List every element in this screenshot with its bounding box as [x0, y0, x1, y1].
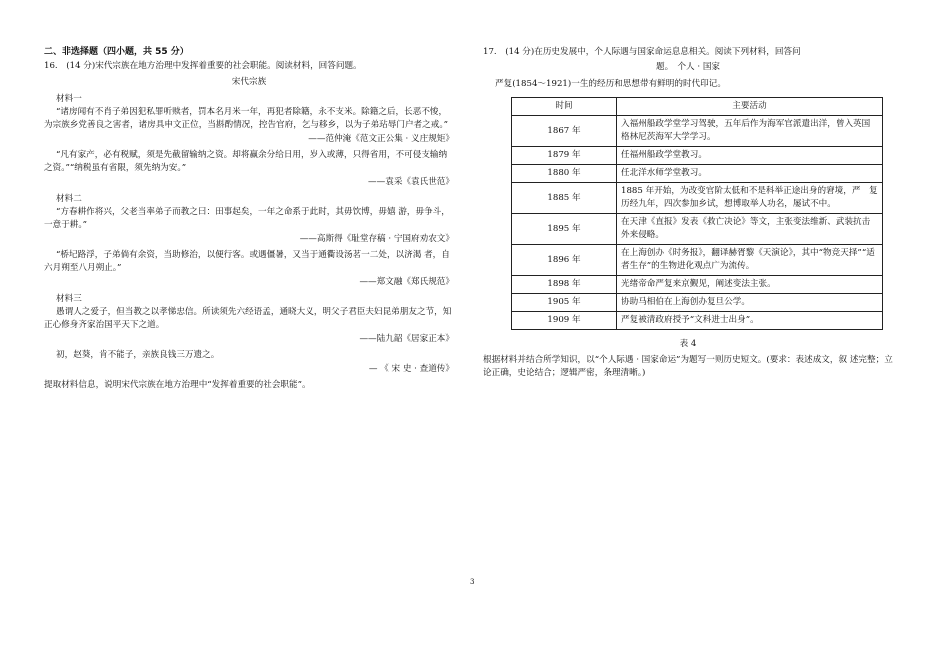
- material-2-label: 材料二: [56, 194, 82, 204]
- material-2-source-2: ——郑文融《郑氏规范》: [359, 277, 454, 287]
- table-caption: 表 4: [679, 339, 697, 349]
- table-row: [512, 294, 883, 312]
- table-row: [512, 214, 883, 245]
- table-row: [512, 312, 883, 330]
- material-heading: 宋代宗族: [231, 77, 267, 87]
- table-cell-activity: 在天津《直报》发表《救亡决论》等文，主张变法维新、武装抗击外来侵略。: [617, 214, 883, 245]
- material-2-source-1: ——高斯得《耻堂存稿 · 宁国府劝农文》: [299, 234, 454, 244]
- page-number: 3: [470, 578, 475, 586]
- table-cell-time: 1909 年: [512, 312, 617, 330]
- material-3-quote-1: 愚谓人之爱子，但当教之以孝悌忠信。所读须先六经语孟，通晓大义，明父子君臣夫妇昆弟朋友之节，知正心修身齐家治国平天下之道。: [44, 307, 452, 330]
- material-1-source-1: ——范仲淹《范文正公集 · 义庄规矩》: [308, 134, 454, 144]
- question-17-task: 根据材料并结合所学知识，以“个人际遇 · 国家命运”为题写一则历史短文。(要求：表述成文，叙 述完整；立论正确，史论结合；逻辑严密，条理清晰。): [483, 355, 893, 378]
- table-cell-activity: 任福州船政学堂教习。: [617, 147, 883, 165]
- table-row: [512, 165, 883, 183]
- table-cell-activity: 1885 年开始，为改变官阶太低和不是科举正途出身的窘境，严 复历经九年，四次参加乡试，想博取举人功名，屡试不中。: [617, 183, 883, 214]
- table-row: [512, 183, 883, 214]
- table-row: [512, 276, 883, 294]
- material-3-source-1: ——陆九韶《居家正本》: [359, 334, 454, 344]
- table-cell-time: 1895 年: [512, 214, 617, 245]
- table-cell-time: 1905 年: [512, 294, 617, 312]
- question-17-intro: 严复(1854～1921)一生的经历和思想带有鲜明的时代印记。: [495, 79, 726, 89]
- table-cell-time: 1879 年: [512, 147, 617, 165]
- section-title: 二、非选择题（四小题，共 55 分）: [44, 47, 189, 57]
- material-2-quote-2: “桥圮路浮，子弟倘有余资，当助修治，以便行客。或遇僵暑，又当于通衢设汤茗一二处，以济渴 者，自六月朔至八月朔止。”: [44, 250, 450, 273]
- question-17-stem-continued: 题。 个人 · 国家: [655, 62, 721, 72]
- table-cell-time: 1898 年: [512, 276, 617, 294]
- table-row: [512, 116, 883, 147]
- question-16-stem: 16. (14 分)宋代宗族在地方治理中发挥着重要的社会职能。阅读材料，回答问题。: [44, 61, 362, 71]
- material-1-quote-2: “凡有家产，必有税赋，须是先截留输纳之资。却将赢余分给日用，岁入或薄，只得省用，不可侵支输纳之资。”“纳税虽有省限，须先纳为安。”: [44, 150, 448, 173]
- table-row: [512, 147, 883, 165]
- table-cell-activity: 任北洋水师学堂教习。: [617, 165, 883, 183]
- left-column: [44, 46, 454, 392]
- table-cell-time: 1880 年: [512, 165, 617, 183]
- table-cell-time: 1896 年: [512, 245, 617, 276]
- question-16-task: 提取材料信息，说明宋代宗族在地方治理中“发挥着重要的社会职能”。: [44, 380, 311, 390]
- table-header-time: 时间: [512, 98, 617, 116]
- material-3-source-2: — 《 宋 史 · 查道传》: [368, 364, 454, 374]
- table-cell-activity: 在上海创办《时务报》，翻译赫胥黎《天演论》，其中“物竞天择”“适者生存”的生物进化观点广为流传。: [617, 245, 883, 276]
- table-header-row: [512, 98, 883, 116]
- material-3-label: 材料三: [56, 294, 82, 304]
- material-3-quote-2: 初，赵葵，肯不能子，亲族良钱三万遗之。: [56, 350, 220, 360]
- right-column: [483, 46, 893, 380]
- table-header-activity: 主要活动: [617, 98, 883, 116]
- timeline-table: [511, 97, 883, 330]
- question-17-stem: 17. (14 分)在历史发展中，个人际遇与国家命运息息相关。阅读下列材料，回答问: [483, 47, 801, 57]
- table-cell-activity: 严复被清政府授予“文科进士出身”。: [617, 312, 883, 330]
- material-1-label: 材料一: [56, 94, 82, 104]
- table-row: [512, 245, 883, 276]
- table-cell-activity: 光绪帝命严复来京觐见，阐述变法主张。: [617, 276, 883, 294]
- material-2-quote-1: “方春耕作将兴，父老当率弟子而教之曰：田事起矣，一年之命系于此时，其毋饮博，毋嬉 游，毋争斗，一意于耕。”: [44, 207, 450, 230]
- table-cell-activity: 入福州船政学堂学习驾驶，五年后作为海军官派遣出洋，曾入英国格林尼茨海军大学学习。: [617, 116, 883, 147]
- table-cell-activity: 协助马相伯在上海创办复旦公学。: [617, 294, 883, 312]
- material-1-source-2: ——袁采《袁氏世范》: [368, 177, 454, 187]
- table-cell-time: 1867 年: [512, 116, 617, 147]
- table-cell-time: 1885 年: [512, 183, 617, 214]
- material-1-quote-1: “诸房闻有不肖子弟因犯私罪听赎者，罚本名月米一年，再犯者除籍，永不支米。除籍之后，长恶不悛，为宗族乡党善良之害者，诸房具申文正位，当斟酌情况，控告官府，乞与移乡，以为子弟玷辱门户者之戒。”: [44, 107, 449, 130]
